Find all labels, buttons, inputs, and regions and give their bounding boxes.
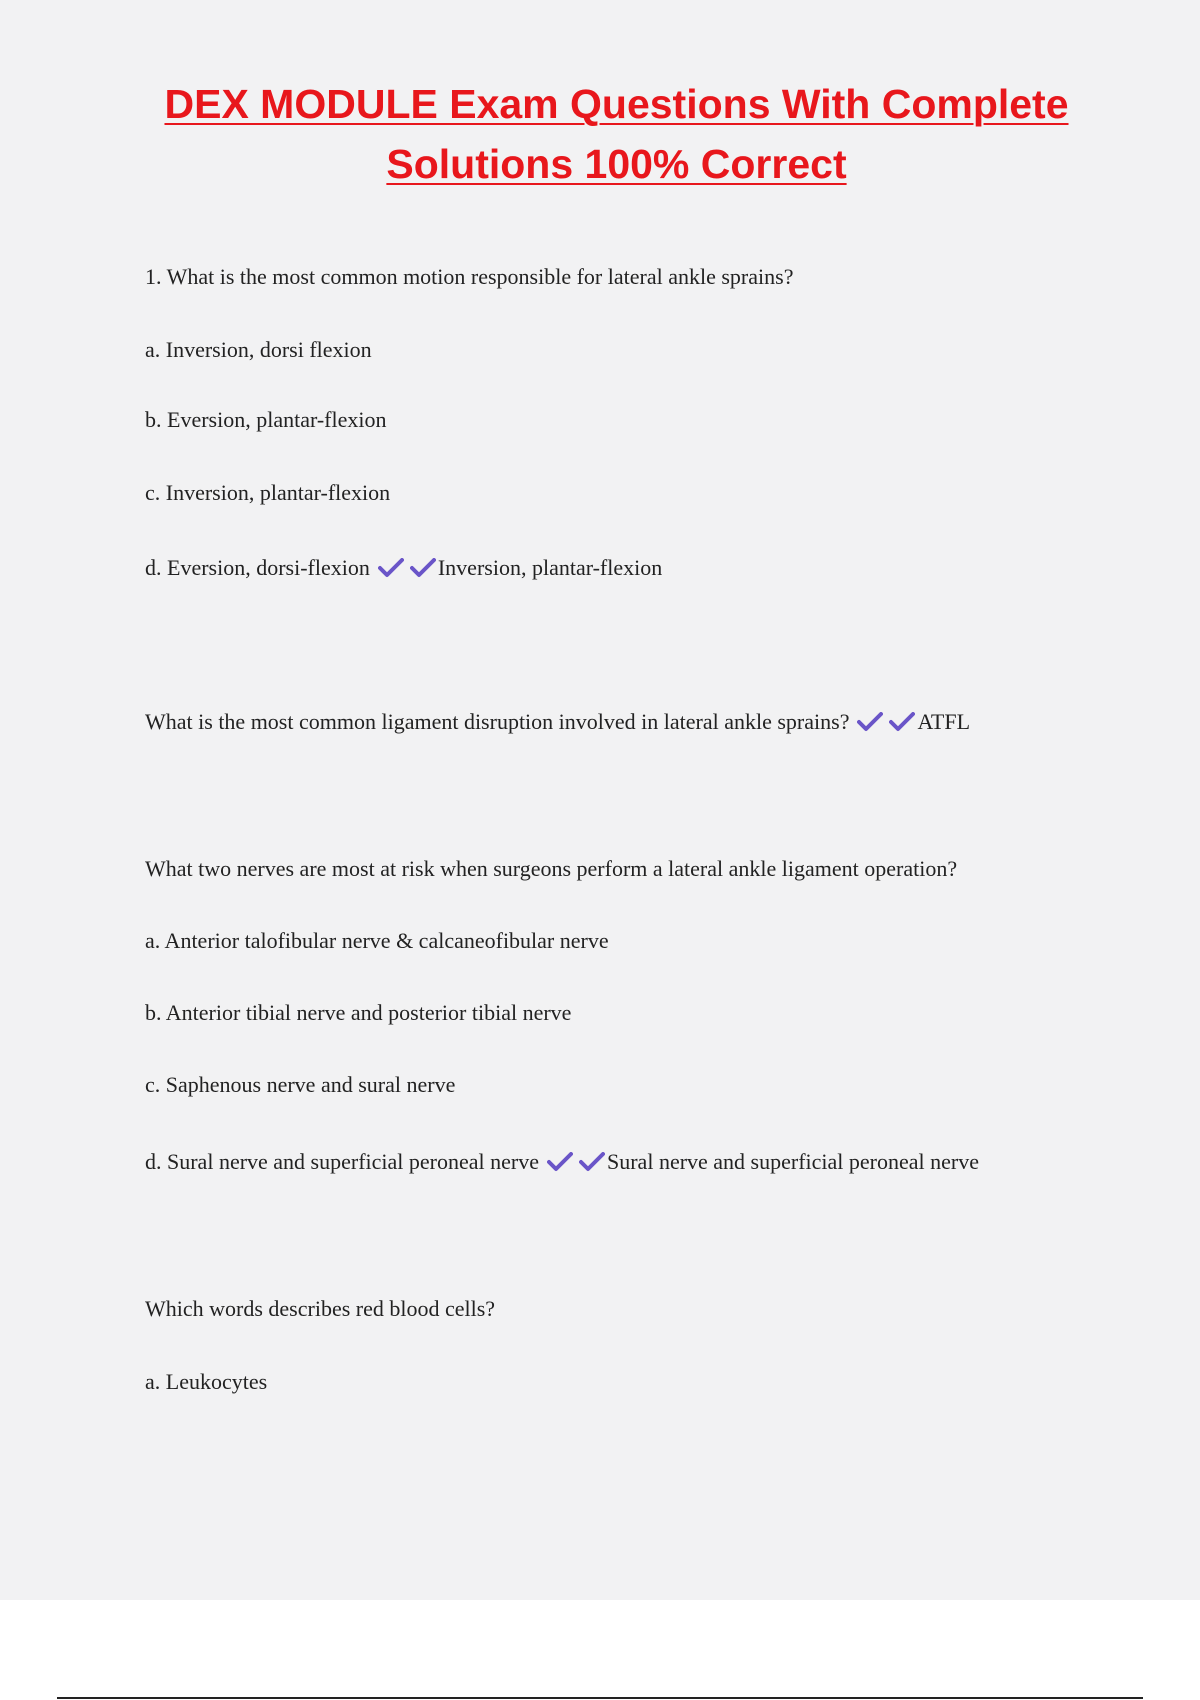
- question-2-row: [145, 708, 970, 736]
- title-line-2: Solutions 100% Correct: [386, 141, 847, 187]
- question-1-answer: Inversion, plantar-flexion: [437, 555, 663, 580]
- question-1-option-c: c. Inversion, plantar-flexion: [145, 480, 391, 505]
- question-3-option-a: a. Anterior talofibular nerve & calcaneofibular nerve: [145, 928, 609, 953]
- question-1-option-d: d. Eversion, dorsi-flexion: [145, 555, 370, 580]
- question-3-option-d-row: [145, 1148, 979, 1176]
- question-1-option-d-row: [145, 554, 662, 582]
- question-3-answer: Sural nerve and superficial peroneal nerve: [607, 1149, 979, 1174]
- question-1-option-b: b. Eversion, plantar-flexion: [145, 407, 387, 432]
- question-3-option-d: d. Sural nerve and superficial peroneal nerve: [145, 1149, 539, 1174]
- question-2-answer: ATFL: [917, 709, 971, 734]
- question-4-option-a: a. Leukocytes: [145, 1369, 268, 1394]
- question-1-option-a: a. Inversion, dorsi flexion: [145, 337, 372, 362]
- question-3-option-b: b. Anterior tibial nerve and posterior tibial nerve: [145, 1000, 572, 1025]
- page-bottom-divider: [57, 1697, 1143, 1699]
- checkmark-icon: [547, 1152, 573, 1172]
- title-line-1: DEX MODULE Exam Questions With Complete: [164, 81, 1069, 127]
- question-3-option-c: c. Saphenous nerve and sural nerve: [145, 1072, 456, 1097]
- checkmark-icon: [410, 558, 436, 578]
- checkmark-icon: [579, 1152, 605, 1172]
- question-1-text: 1. What is the most common motion responsible for lateral ankle sprains?: [145, 264, 794, 289]
- checkmark-icon: [857, 712, 883, 732]
- question-3-text: What two nerves are most at risk when surgeons perform a lateral ankle ligament operation?: [145, 856, 958, 881]
- document-title: [0, 74, 1200, 194]
- question-4-text: Which words describes red blood cells?: [145, 1296, 496, 1321]
- question-2-text: What is the most common ligament disruption involved in lateral ankle sprains?: [145, 709, 850, 734]
- checkmark-icon: [378, 558, 404, 578]
- checkmark-icon: [889, 712, 915, 732]
